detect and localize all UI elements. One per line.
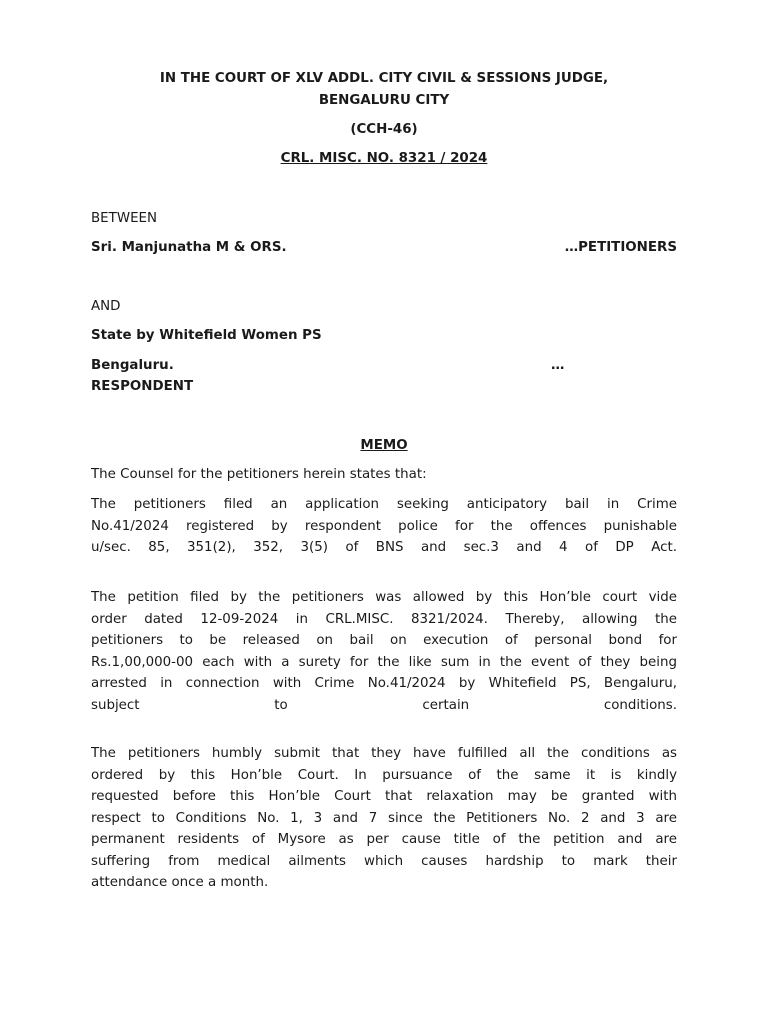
case-number (0, 151, 768, 166)
paragraph-line: ordered by this Hon’ble Court. In pursuance of the same it is kindly (91, 767, 677, 783)
memo-paragraph-2 (91, 587, 677, 716)
petitioner-role: …PETITIONERS (564, 240, 677, 255)
petitioner-name: Sri. Manjunatha M & ORS. (91, 240, 287, 255)
paragraph-line: requested before this Hon’ble Court that relaxation may be granted with (91, 789, 677, 804)
paragraph-line: petitioners to be released on bail on execution of personal bond for (91, 633, 677, 648)
court-title-line1: IN THE COURT OF XLV ADDL. CITY CIVIL & SESSIONS JUDGE, (159, 71, 609, 86)
paragraph-line: order dated 12-09-2024 in CRL.MISC. 8321/2024. Thereby, allowing the (91, 611, 677, 627)
case-number-text: CRL. MISC. NO. 8321 / 2024 (280, 151, 488, 166)
memo-paragraph-1 (91, 494, 677, 559)
paragraph-line: respect to Conditions No. 1, 3 and 7 since the Petitioners No. 2 and 3 are (91, 810, 677, 826)
paragraph-line: Rs.1,00,000-00 each with a surety for the like sum in the event of they being (91, 654, 677, 670)
respondent-dots: … (551, 358, 565, 373)
court-code: (CCH-46) (350, 122, 418, 137)
respondent-name: State by Whitefield Women PS (91, 328, 322, 343)
paragraph-line: The petition filed by the petitioners was allowed by this Hon’ble court vide (91, 590, 677, 605)
and-label: AND (91, 299, 121, 314)
court-title-line2: BENGALURU CITY (318, 93, 450, 108)
paragraph-line: No.41/2024 registered by respondent police for the offences punishable (91, 518, 677, 534)
between-label: BETWEEN (91, 211, 158, 226)
memo-title-text: MEMO (360, 438, 408, 453)
paragraph-line: attendance once a month. (91, 875, 269, 890)
memo-title (0, 438, 768, 453)
respondent-city: Bengaluru. (91, 358, 174, 373)
paragraph-line: permanent residents of Mysore as per cause title of the petition and are (91, 832, 677, 847)
memo-paragraph-3 (91, 743, 677, 894)
paragraph-line: The petitioners humbly submit that they have fulfilled all the conditions as (91, 746, 677, 761)
respondent-role: RESPONDENT (91, 379, 194, 394)
paragraph-line: The petitioners filed an application seeking anticipatory bail in Crime (91, 497, 677, 512)
paragraph-line: arrested in connection with Crime No.41/2024 by Whitefield PS, Bengaluru, (91, 676, 677, 691)
memo-intro: The Counsel for the petitioners herein states that: (91, 467, 427, 482)
paragraph-line: suffering from medical ailments which causes hardship to mark their (91, 853, 677, 869)
paragraph-line: u/sec. 85, 351(2), 352, 3(5) of BNS and sec.3 and 4 of DP Act. (91, 540, 677, 555)
paragraph-line: subject to certain conditions. (91, 697, 677, 713)
